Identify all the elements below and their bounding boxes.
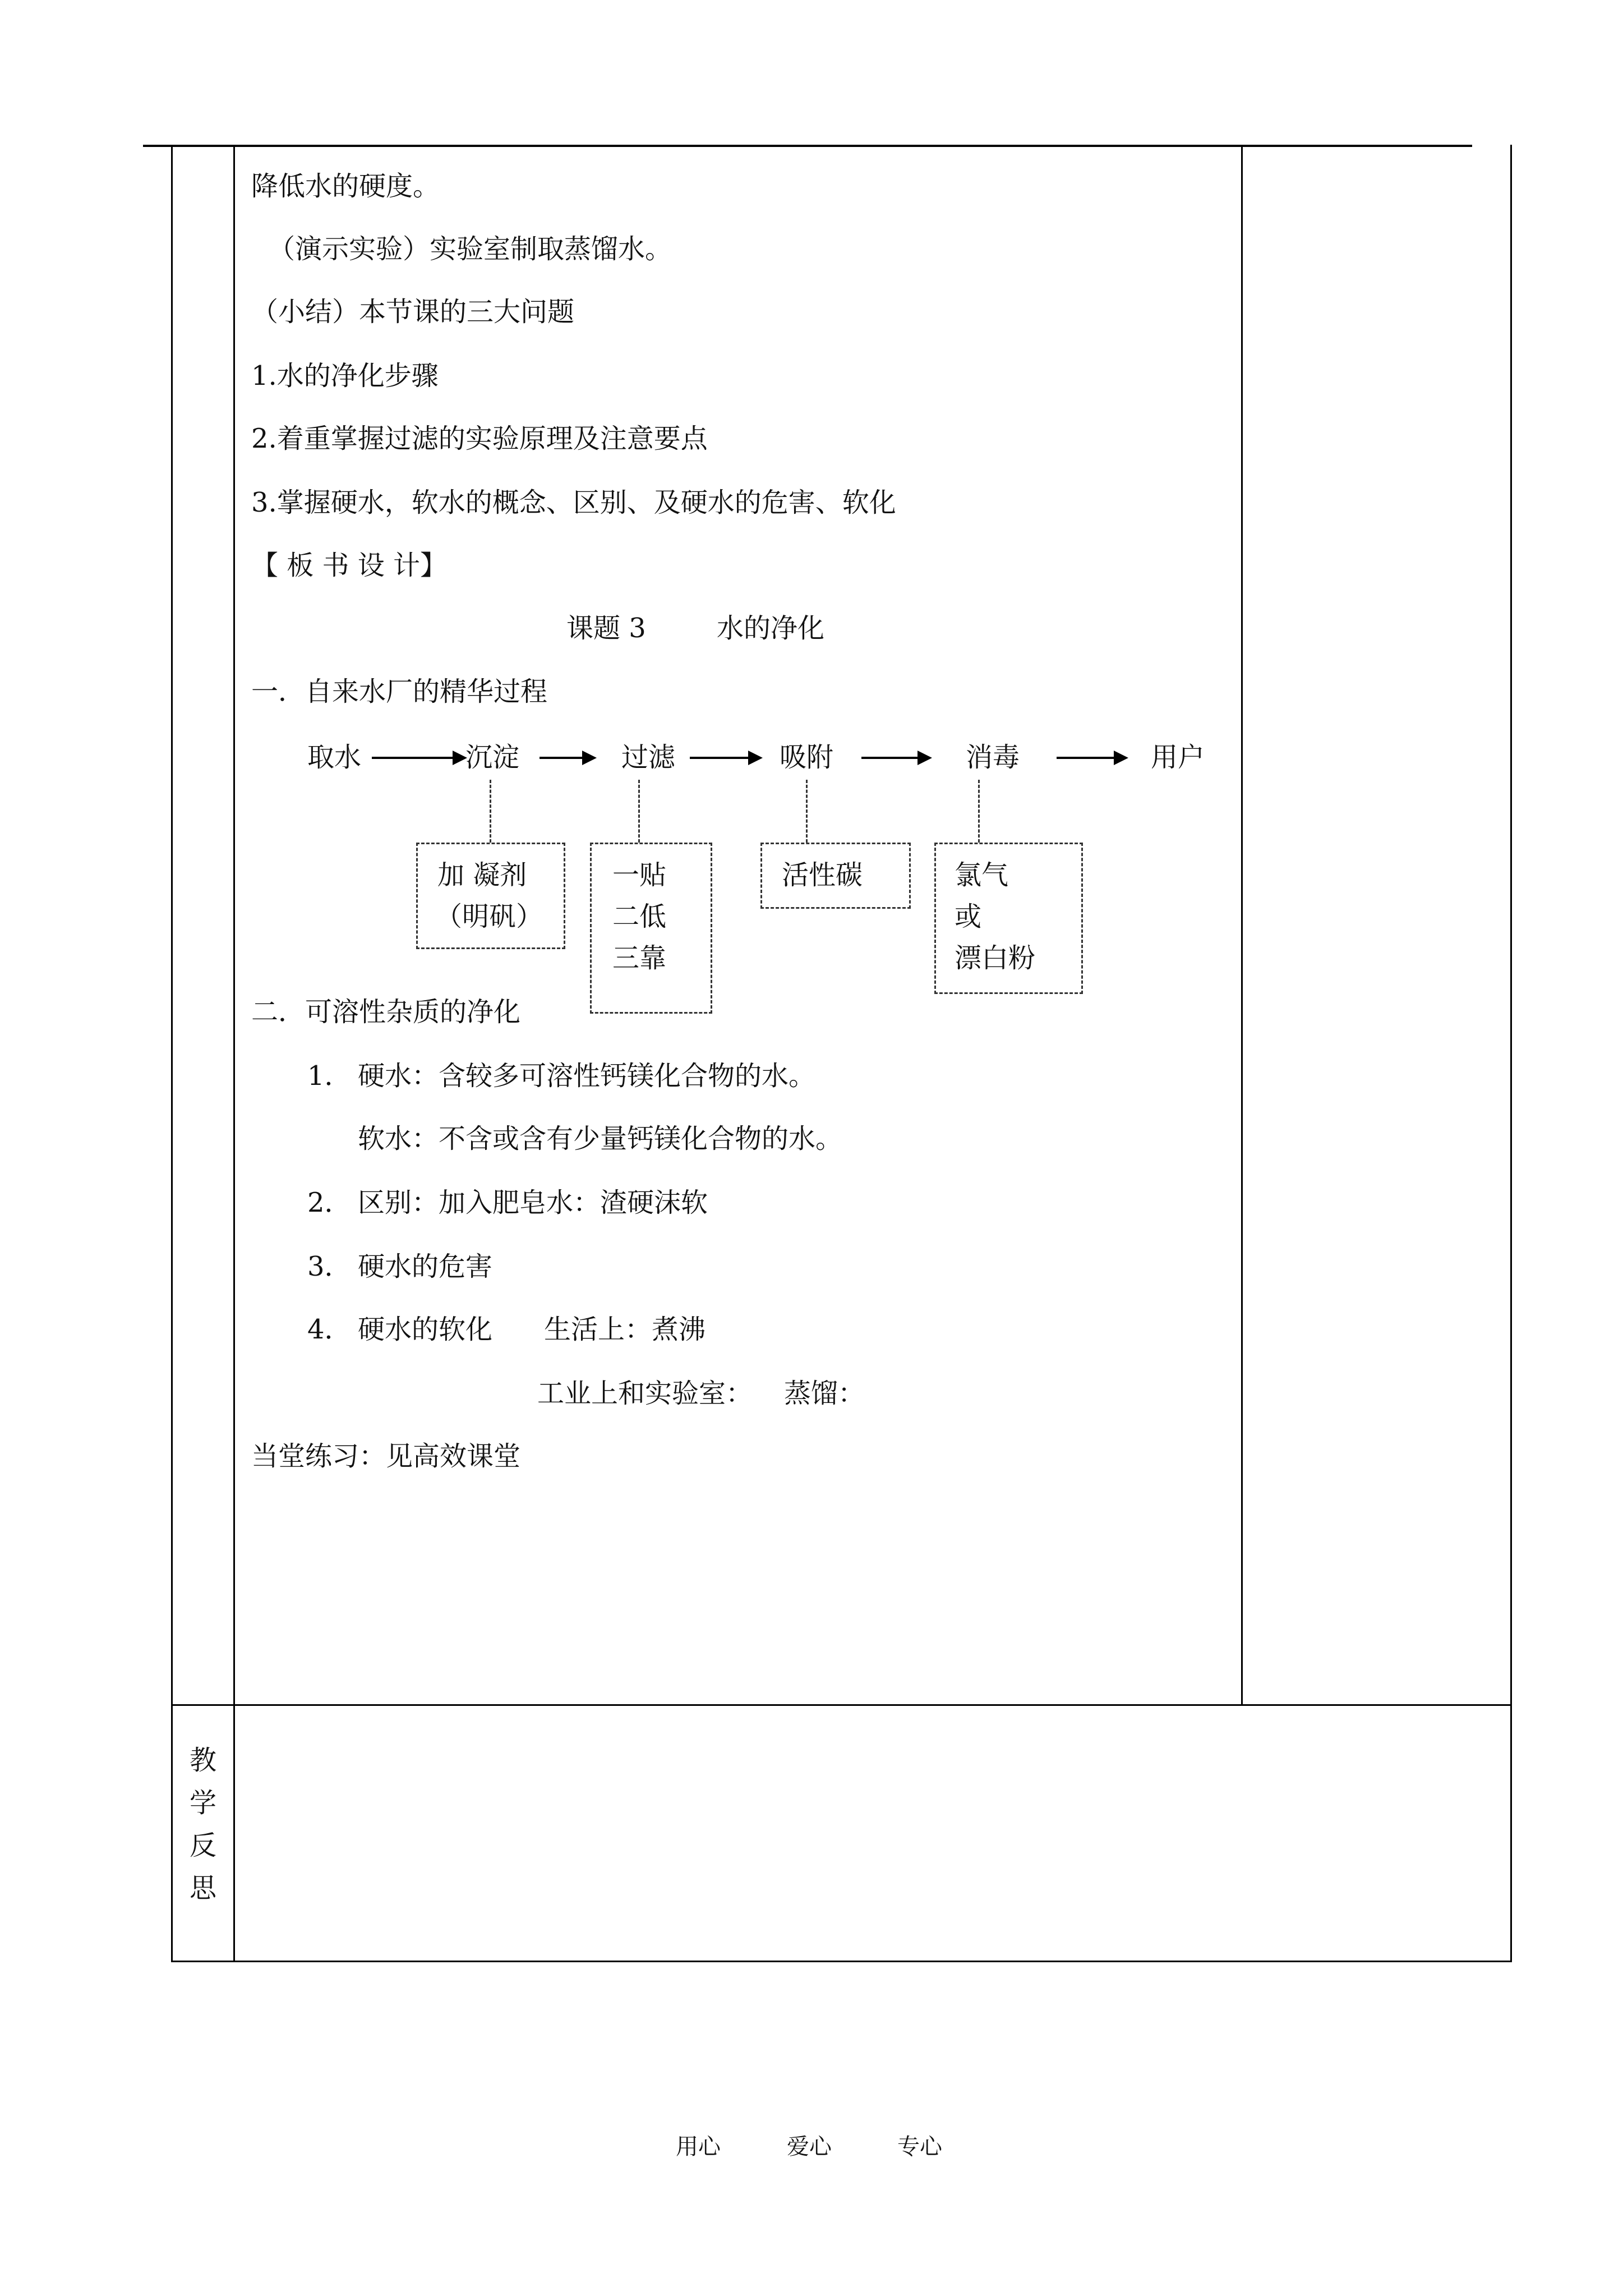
item-1-hard-water: 硬水：含较多可溶性钙镁化合物的水。	[358, 1060, 816, 1092]
flow-step-intake: 取水	[307, 742, 362, 773]
flow-arrow-5	[1057, 757, 1116, 759]
line-lower-hardness: 降低水的硬度。	[251, 171, 440, 202]
footer-word-3: 专心	[897, 2134, 942, 2160]
column-divider-2	[1241, 145, 1243, 1705]
practice-line: 当堂练习：见高效课堂	[251, 1441, 521, 1472]
row-divider	[171, 1704, 1512, 1706]
item-1-number: 1．	[307, 1060, 352, 1092]
flow-step-disinfect: 消毒	[966, 742, 1020, 773]
section-1-heading: 一．自来水厂的精华过程	[251, 676, 548, 707]
connector-sediment	[490, 780, 491, 843]
lesson-title-number: 课题 3	[566, 613, 646, 644]
item-1-soft-water: 软水：不含或含有少量钙镁化合物的水。	[358, 1123, 843, 1154]
item-2-distinguish: 区别：加入肥皂水：渣硬沫软	[358, 1187, 708, 1218]
box-coagulant-line1: 加 凝剂	[437, 859, 527, 891]
box-carbon-line1: 活性碳	[782, 859, 863, 891]
item-4-method: 蒸馏：	[784, 1378, 865, 1409]
lesson-title: 水的净化	[717, 613, 825, 644]
item-4-number: 4．	[307, 1314, 352, 1345]
box-disinfect-line3: 漂白粉	[955, 942, 1036, 974]
section-2-heading: 二．可溶性杂质的净化	[251, 996, 521, 1028]
flow-arrow-4	[861, 757, 920, 759]
table-bottom-border	[171, 1961, 1512, 1962]
box-disinfect-line2: 或	[955, 901, 982, 932]
item-3-hazard: 硬水的危害	[358, 1251, 493, 1282]
line-point-3: 3.掌握硬水，软水的概念、区别、及硬水的危害、软化	[251, 487, 896, 518]
connector-disinfect	[978, 780, 980, 843]
item-2-number: 2．	[307, 1187, 352, 1218]
item-4-softening: 硬水的软化	[358, 1314, 493, 1345]
reflection-label-char-1: 教	[190, 1745, 217, 1776]
box-filter-line2: 二低	[612, 901, 667, 932]
flow-arrow-1	[372, 757, 455, 759]
footer-word-2: 爱心	[787, 2134, 832, 2160]
table-right-border	[1510, 145, 1512, 1962]
line-demo-experiment: （演示实验）实验室制取蒸馏水。	[268, 233, 672, 265]
box-filter-line1: 一贴	[612, 859, 667, 891]
flow-step-user: 用户	[1151, 742, 1205, 773]
item-4-industry: 工业上和实验室：	[537, 1378, 753, 1409]
line-point-2: 2.着重掌握过滤的实验原理及注意要点	[251, 423, 708, 454]
top-rule	[143, 145, 1472, 147]
connector-filter	[638, 780, 640, 843]
reflection-label-char-2: 学	[190, 1787, 217, 1819]
board-design-label: 【 板 书 设 计】	[251, 550, 448, 581]
reflection-label-char-3: 反	[190, 1830, 217, 1861]
item-4-daily: 生活上：煮沸	[544, 1314, 706, 1345]
flow-step-filter: 过滤	[621, 742, 676, 773]
box-coagulant-line2: （明矾）	[435, 901, 543, 932]
line-summary: （小结）本节课的三大问题	[251, 296, 575, 328]
box-disinfect-line1: 氯气	[955, 859, 1009, 891]
line-point-1: 1.水的净化步骤	[251, 360, 439, 392]
column-divider-1	[233, 145, 235, 1962]
flow-step-adsorb: 吸附	[780, 742, 834, 773]
reflection-label-char-4: 思	[190, 1872, 217, 1904]
item-3-number: 3．	[307, 1251, 352, 1282]
footer-word-1: 用心	[676, 2134, 721, 2160]
box-filter-line3: 三靠	[612, 942, 667, 974]
connector-adsorb	[806, 780, 808, 843]
flow-arrow-3	[690, 757, 750, 759]
flow-arrow-2	[540, 757, 584, 759]
flow-step-sediment: 沉淀	[465, 742, 520, 773]
table-left-border	[171, 145, 173, 1962]
